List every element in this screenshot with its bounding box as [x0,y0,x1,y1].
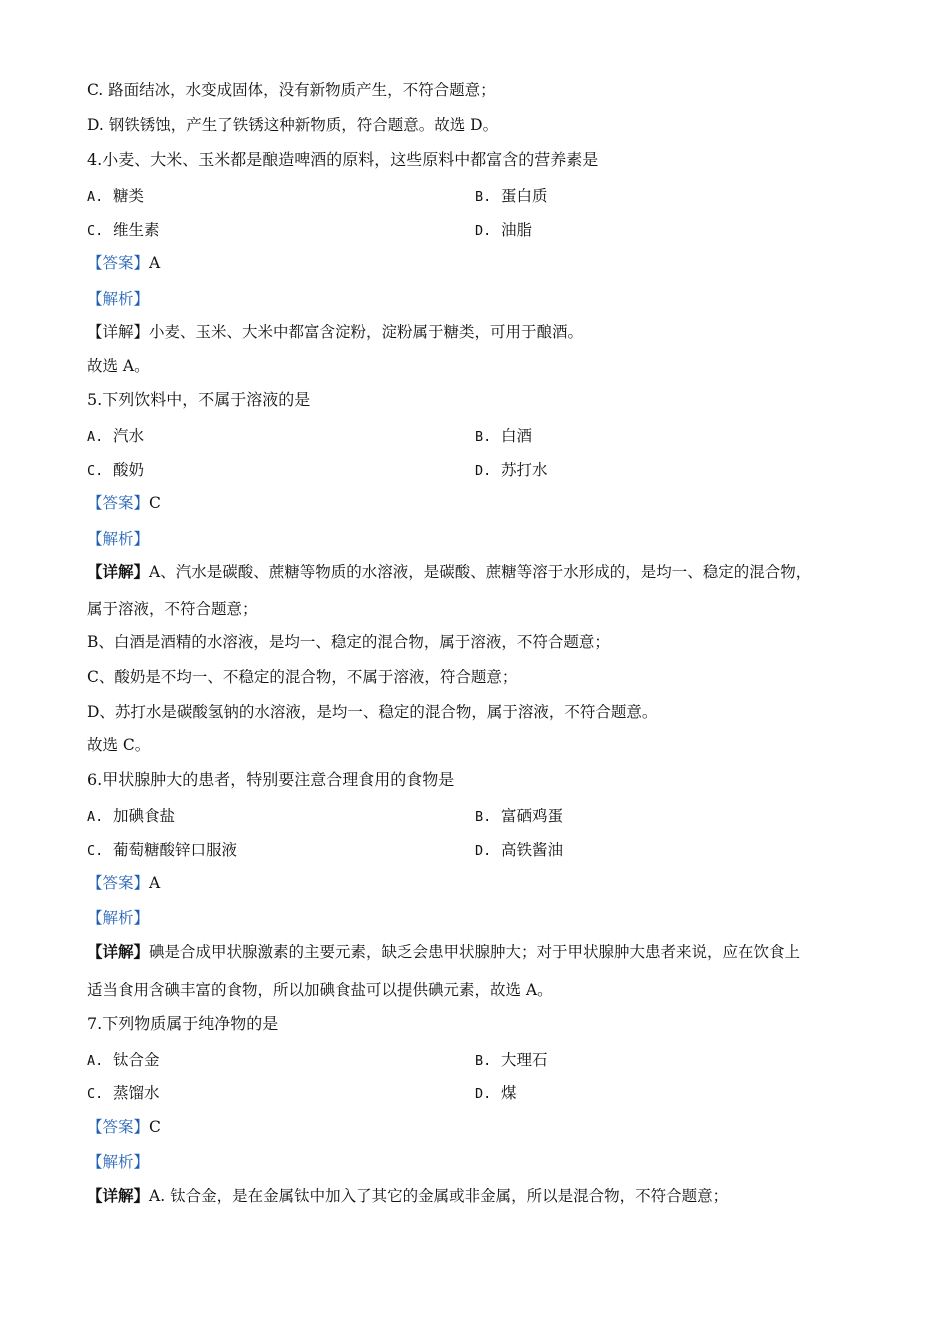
q7-option-b: B. 大理石 [475,1051,548,1069]
q5-detail-3: B、白酒是酒精的水溶液，是均一、稳定的混合物，属于溶液，不符合题意； [87,633,610,651]
q5-option-a: A. 汽水 [87,427,145,445]
q6-option-d: D. 高铁酱油 [475,841,564,859]
q5-detail-1: 【详解】A、汽水是碳酸、蔗糖等物质的水溶液，是碳酸、蔗糖等溶于水形成的，是均一、稳定的混合物， [87,562,812,581]
q5-option-d: D. 苏打水 [475,461,548,479]
q6-option-c: C. 葡萄糖酸锌口服液 [87,841,238,859]
line-d-rust: D. 钢铁锈蚀，产生了铁锈这种新物质，符合题意。故选 D。 [87,116,499,134]
q4-stem: 4.小麦、大米、玉米都是酿造啤酒的原料，这些原料中都富含的营养素是 [87,150,599,169]
q5-conclusion: 故选 C。 [87,736,151,754]
q7-analysis-tag: 【解析】 [87,1153,150,1171]
q5-analysis-tag: 【解析】 [87,530,150,548]
q6-detail-2: 适当食用含碘丰富的食物，所以加碘食盐可以提供碘元素，故选 A。 [87,981,553,999]
q6-answer: 【答案】A [87,874,161,892]
q5-detail-5: D、苏打水是碳酸氢钠的水溶液，是均一、稳定的混合物，属于溶液，不符合题意。 [87,703,658,721]
q5-answer: 【答案】C [87,494,161,512]
q7-answer: 【答案】C [87,1118,161,1136]
q4-option-d: D. 油脂 [475,221,533,239]
q4-option-c: C. 维生素 [87,221,160,239]
q7-option-a: A. 钛合金 [87,1051,160,1069]
q6-stem: 6.甲状腺肿大的患者，特别要注意合理食用的食物是 [87,770,455,789]
q4-answer: 【答案】A [87,254,161,272]
q7-option-d: D. 煤 [475,1084,517,1102]
q7-option-c: C. 蒸馏水 [87,1084,160,1102]
q5-option-b: B. 白酒 [475,427,533,445]
q4-detail: 【详解】小麦、玉米、大米中都富含淀粉，淀粉属于糖类，可用于酿酒。 [87,323,584,341]
q4-option-b: B. 蛋白质 [475,187,548,205]
q4-option-a: A. 糖类 [87,187,145,205]
q4-analysis-tag: 【解析】 [87,290,150,308]
q7-detail-1: 【详解】A. 钛合金，是在金属钛中加入了其它的金属或非金属，所以是混合物，不符合题意； [87,1186,729,1205]
q5-detail-4: C、酸奶是不均一、不稳定的混合物，不属于溶液，符合题意； [87,668,518,686]
q6-detail-1: 【详解】碘是合成甲状腺激素的主要元素，缺乏会患甲状腺肿大；对于甲状腺肿大患者来说，应在饮食上 [87,942,801,961]
q4-conclusion: 故选 A。 [87,357,150,375]
q5-stem: 5.下列饮料中，不属于溶液的是 [87,390,311,409]
q6-option-b: B. 富硒鸡蛋 [475,807,564,825]
q5-detail-2: 属于溶液，不符合题意； [87,600,258,618]
q6-analysis-tag: 【解析】 [87,909,150,927]
line-c-freeze: C. 路面结冰，水变成固体，没有新物质产生，不符合题意； [87,81,496,99]
q6-option-a: A. 加碘食盐 [87,807,176,825]
q7-stem: 7.下列物质属于纯净物的是 [87,1014,279,1033]
q5-option-c: C. 酸奶 [87,461,145,479]
